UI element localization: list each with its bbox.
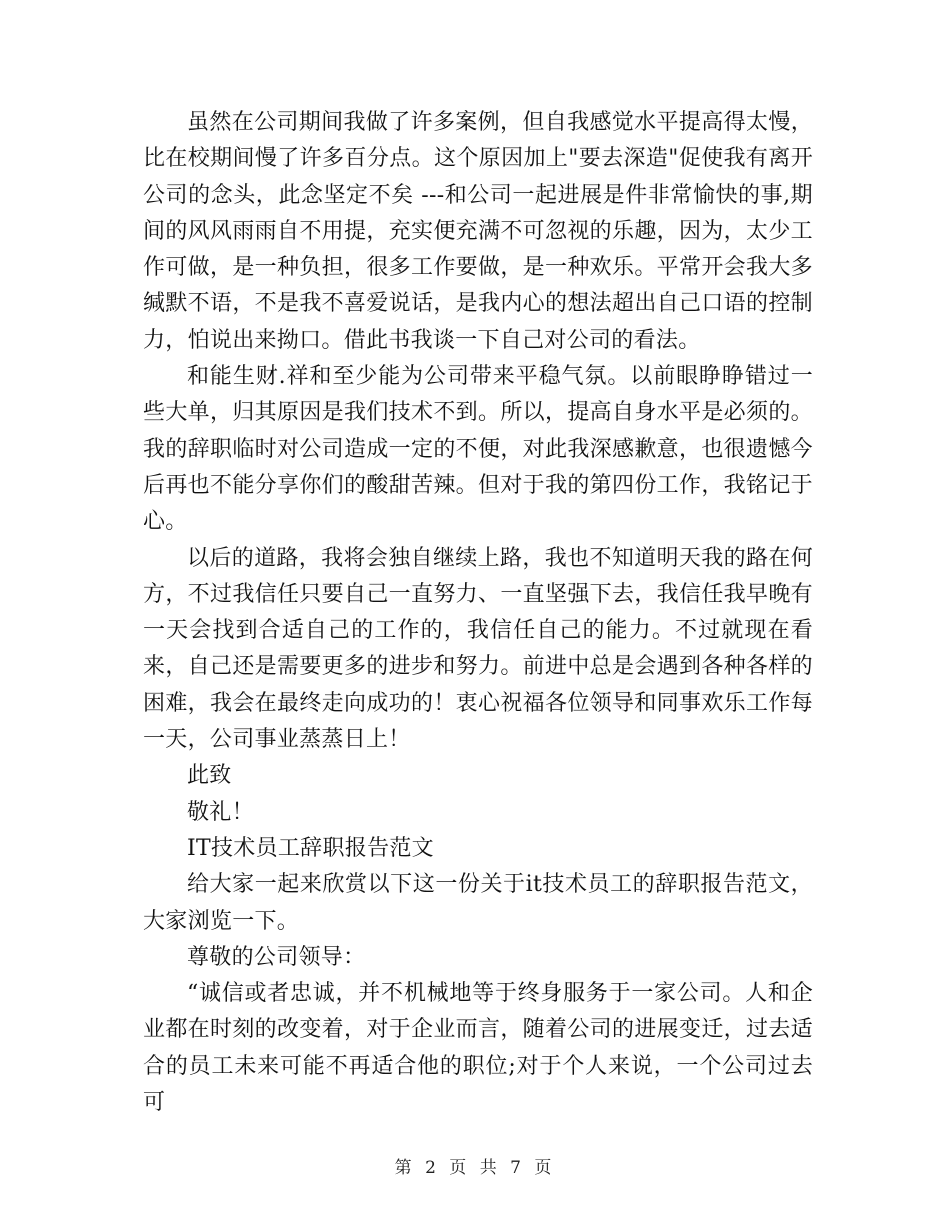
salutation: 尊敬的公司领导： [187, 944, 366, 970]
quote-paragraph: “诚信或者忠诚，并不机械地等于终身服务于一家公司。人和企业都在时刻的改变着，对于企业而言，随着公司的进展变迁，过去适合的员工未来可能不再适合他的职位;对于个人来说，一个公司过去可 [143, 981, 813, 1116]
paragraph-3: 以后的道路，我将会独自继续上路，我也不知道明天我的路在何方，不过我信任只要自己一直努力、一直坚强下去，我信任我早晚有一天会找到合适自己的工作的，我信任自己的能力。不过就现在看来，自己还是需要更多的进步和努力。前进中总是会遇到各种各样的困难，我会在最终走向成功的！衷心祝福各位领导和同事欢乐工作每一天，公司事业蒸蒸日上！ [143, 545, 813, 753]
closing-salute: 敬礼！ [187, 799, 254, 825]
paragraph-1: 虽然在公司期间我做了许多案例，但自我感觉水平提高得太慢，比在校期间慢了许多百分点。这个原因加上"要去深造"促使我有离开公司的念头，此念坚定不矣 ---和公司一起进展是件非常愉快的事,期间的风风雨雨自不用提，充实便充满不可忽视的乐趣，因为，太少工作可做，是一种负担，很多工作要做，是一种欢乐。平常开会我大多缄默不语，不是我不喜爱说话，是我内心的想法超出自己口语的控制力，怕说出来拗口。借此书我谈一下自己对公司的看法。 [143, 110, 813, 353]
paragraph-2: 和能生财.祥和至少能为公司带来平稳气氛。以前眼睁睁错过一些大单，归其原因是我们技术不到。所以，提高自身水平是必须的。我的辞职临时对公司造成一定的不便，对此我深感歉意，也很遗憾今后再也不能分享你们的酸甜苦辣。但对于我的第四份工作，我铭记于心。 [143, 364, 813, 535]
closing-regards: 此致 [187, 763, 232, 789]
intro-paragraph: 给大家一起来欣赏以下这一份关于it技术员工的辞职报告范文，大家浏览一下。 [143, 872, 813, 934]
document-body [143, 105, 813, 1121]
section-title: IT技术员工辞职报告范文 [187, 835, 434, 861]
page-number-footer: 第 2 页 共 7 页 [394, 1158, 556, 1178]
